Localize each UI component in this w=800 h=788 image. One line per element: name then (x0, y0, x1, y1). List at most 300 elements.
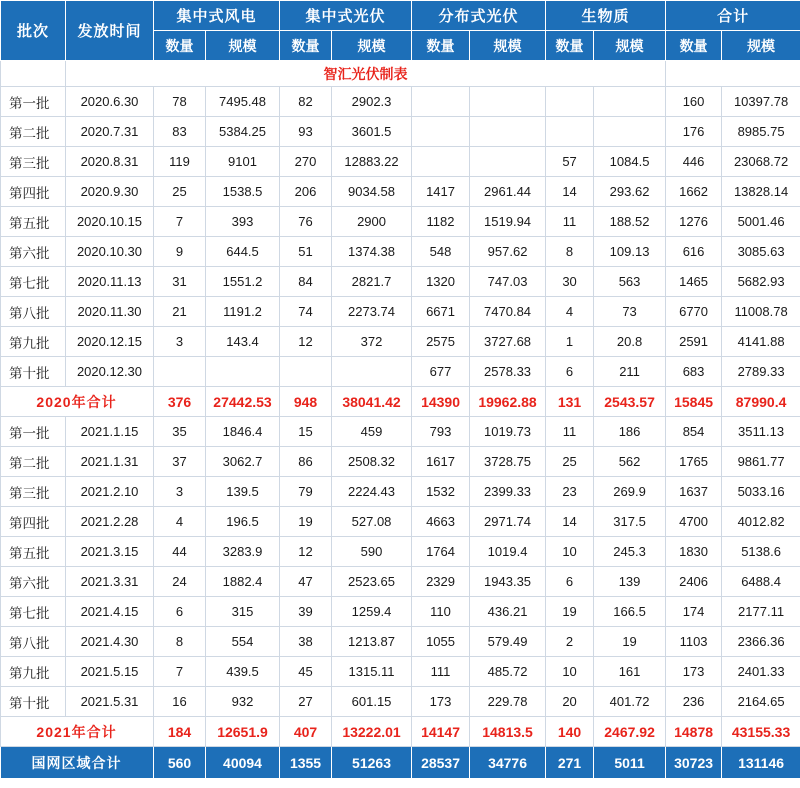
cell-batch[interactable]: 第六批 (1, 567, 66, 597)
cell-total-scale[interactable]: 87990.4 (722, 387, 800, 417)
cell-dpv-scale[interactable]: 7470.84 (470, 297, 546, 327)
header-sub-dpv-scale: 规模 (470, 31, 546, 61)
cell-wind-scale[interactable]: 554 (206, 627, 280, 657)
cell-bio-count[interactable]: 131 (546, 387, 594, 417)
cell-cpv-count[interactable]: 39 (280, 597, 332, 627)
cell-batch[interactable]: 第一批 (1, 87, 66, 117)
cell-wind-count[interactable]: 16 (154, 687, 206, 717)
cell-wind-count[interactable]: 35 (154, 417, 206, 447)
cell-dpv-count[interactable]: 677 (412, 357, 470, 387)
cell-batch[interactable]: 2020年合计 (1, 387, 154, 417)
cell-dpv-scale[interactable]: 436.21 (470, 597, 546, 627)
cell-date[interactable]: 2020.12.15 (66, 327, 154, 357)
cell-bio-scale[interactable]: 19 (594, 627, 666, 657)
table-row (1, 627, 800, 657)
table-row (1, 687, 800, 717)
cell-cpv-count[interactable]: 74 (280, 297, 332, 327)
cell-bio-count[interactable]: 2 (546, 627, 594, 657)
cell-dpv-scale[interactable]: 229.78 (470, 687, 546, 717)
cell-bio-count[interactable]: 11 (546, 417, 594, 447)
cell-total-scale[interactable]: 5682.93 (722, 267, 800, 297)
cell-cpv-count[interactable]: 948 (280, 387, 332, 417)
cell-bio-scale[interactable]: 317.5 (594, 507, 666, 537)
cell-bio-scale[interactable]: 245.3 (594, 537, 666, 567)
cell-batch[interactable]: 第四批 (1, 177, 66, 207)
cell-total-count[interactable]: 14878 (666, 717, 722, 747)
cell-wind-count[interactable]: 7 (154, 207, 206, 237)
cell-wind-scale[interactable]: 439.5 (206, 657, 280, 687)
cell-total-scale[interactable]: 5138.6 (722, 537, 800, 567)
cell-cpv-scale[interactable]: 2273.74 (332, 297, 412, 327)
cell-wind-count[interactable]: 376 (154, 387, 206, 417)
cell-dpv-scale[interactable]: 2399.33 (470, 477, 546, 507)
table-row (1, 717, 800, 747)
cell-cpv-scale[interactable]: 2902.3 (332, 87, 412, 117)
table-row (1, 387, 800, 417)
cell-bio-count[interactable] (546, 117, 594, 147)
cell-wind-count[interactable]: 184 (154, 717, 206, 747)
cell-total-count[interactable]: 1637 (666, 477, 722, 507)
cell-date[interactable]: 2020.9.30 (66, 177, 154, 207)
cell-wind-count[interactable]: 21 (154, 297, 206, 327)
table-row (1, 447, 800, 477)
cell-total-scale[interactable]: 5033.16 (722, 477, 800, 507)
cell-bio-count[interactable]: 4 (546, 297, 594, 327)
cell-bio-count[interactable]: 57 (546, 147, 594, 177)
cell-bio-count[interactable]: 10 (546, 657, 594, 687)
cell-dpv-scale[interactable] (470, 117, 546, 147)
header-sub-wind-count: 数量 (154, 31, 206, 61)
cell-dpv-scale[interactable]: 1943.35 (470, 567, 546, 597)
table-header (1, 1, 800, 61)
cell-cpv-scale[interactable]: 372 (332, 327, 412, 357)
cell-cpv-scale[interactable]: 2224.43 (332, 477, 412, 507)
header-sub-total-count: 数量 (666, 31, 722, 61)
cell-dpv-count[interactable]: 1417 (412, 177, 470, 207)
cell-dpv-count[interactable]: 110 (412, 597, 470, 627)
cell-wind-count[interactable]: 7 (154, 657, 206, 687)
cell-wind-count[interactable]: 78 (154, 87, 206, 117)
cell-cpv-scale[interactable]: 601.15 (332, 687, 412, 717)
header-sub-bio-count: 数量 (546, 31, 594, 61)
cell-dpv-scale[interactable]: 1019.4 (470, 537, 546, 567)
cell-total-count[interactable]: 30723 (666, 747, 722, 779)
cell-wind-scale[interactable]: 5384.25 (206, 117, 280, 147)
cell-total-count[interactable]: 160 (666, 87, 722, 117)
cell-dpv-scale[interactable]: 1519.94 (470, 207, 546, 237)
cell-date[interactable]: 2021.3.31 (66, 567, 154, 597)
cell-bio-scale[interactable]: 139 (594, 567, 666, 597)
table-title-row (1, 61, 800, 87)
cell-bio-scale[interactable]: 73 (594, 297, 666, 327)
cell-dpv-count[interactable] (412, 87, 470, 117)
cell-bio-scale[interactable]: 166.5 (594, 597, 666, 627)
cell-bio-count[interactable]: 19 (546, 597, 594, 627)
cell-wind-scale[interactable]: 932 (206, 687, 280, 717)
table-row (1, 477, 800, 507)
cell-batch[interactable]: 第二批 (1, 117, 66, 147)
cell-wind-scale[interactable]: 3283.9 (206, 537, 280, 567)
cell-bio-scale[interactable]: 109.13 (594, 237, 666, 267)
cell-cpv-count[interactable] (280, 357, 332, 387)
cell-cpv-count[interactable]: 270 (280, 147, 332, 177)
cell-batch[interactable]: 第十批 (1, 357, 66, 387)
cell-cpv-count[interactable]: 82 (280, 87, 332, 117)
cell-cpv-scale[interactable]: 527.08 (332, 507, 412, 537)
cell-total-count[interactable]: 1830 (666, 537, 722, 567)
cell-date[interactable]: 2020.6.30 (66, 87, 154, 117)
cell-date[interactable]: 2021.5.15 (66, 657, 154, 687)
cell-wind-scale[interactable]: 315 (206, 597, 280, 627)
cell-total-scale[interactable]: 5001.46 (722, 207, 800, 237)
cell-total-scale[interactable]: 23068.72 (722, 147, 800, 177)
table-row (1, 567, 800, 597)
cell-bio-scale[interactable]: 562 (594, 447, 666, 477)
cell-bio-scale[interactable]: 563 (594, 267, 666, 297)
cell-bio-count[interactable]: 14 (546, 177, 594, 207)
cell-dpv-count[interactable]: 1617 (412, 447, 470, 477)
cell-cpv-count[interactable]: 76 (280, 207, 332, 237)
cell-total-count[interactable]: 174 (666, 597, 722, 627)
cell-wind-count[interactable]: 6 (154, 597, 206, 627)
cell-cpv-scale[interactable]: 3601.5 (332, 117, 412, 147)
cell-total-count[interactable]: 854 (666, 417, 722, 447)
cell-date[interactable]: 2021.4.30 (66, 627, 154, 657)
cell-date[interactable]: 2020.8.31 (66, 147, 154, 177)
cell-wind-count[interactable]: 9 (154, 237, 206, 267)
cell-wind-scale[interactable]: 7495.48 (206, 87, 280, 117)
cell-cpv-count[interactable]: 407 (280, 717, 332, 747)
cell-bio-count[interactable]: 6 (546, 567, 594, 597)
cell-cpv-count[interactable]: 47 (280, 567, 332, 597)
header-group-biomass: 生物质 (546, 1, 666, 31)
cell-total-scale[interactable]: 11008.78 (722, 297, 800, 327)
cell-wind-scale[interactable]: 1551.2 (206, 267, 280, 297)
cell-cpv-scale[interactable]: 2900 (332, 207, 412, 237)
cell-date[interactable]: 2020.11.30 (66, 297, 154, 327)
cell-cpv-scale[interactable]: 13222.01 (332, 717, 412, 747)
cell-total-count[interactable]: 1276 (666, 207, 722, 237)
cell-date[interactable]: 2020.10.30 (66, 237, 154, 267)
cell-total-scale[interactable]: 2401.33 (722, 657, 800, 687)
cell-total-count[interactable]: 4700 (666, 507, 722, 537)
cell-dpv-count[interactable] (412, 117, 470, 147)
cell-batch[interactable]: 第七批 (1, 267, 66, 297)
cell-dpv-count[interactable]: 1055 (412, 627, 470, 657)
cell-bio-count[interactable]: 271 (546, 747, 594, 779)
cell-wind-count[interactable]: 83 (154, 117, 206, 147)
cell-bio-count[interactable]: 11 (546, 207, 594, 237)
cell-bio-count[interactable]: 30 (546, 267, 594, 297)
table-row (1, 117, 800, 147)
cell-wind-count[interactable]: 31 (154, 267, 206, 297)
cell-cpv-count[interactable]: 206 (280, 177, 332, 207)
cell-dpv-count[interactable]: 173 (412, 687, 470, 717)
cell-cpv-count[interactable]: 38 (280, 627, 332, 657)
cell-total-count[interactable]: 1662 (666, 177, 722, 207)
cell-total-scale[interactable]: 131146 (722, 747, 800, 779)
cell-cpv-count[interactable]: 79 (280, 477, 332, 507)
cell-wind-scale[interactable]: 644.5 (206, 237, 280, 267)
table-row (1, 327, 800, 357)
cell-cpv-scale[interactable]: 12883.22 (332, 147, 412, 177)
cell-wind-count[interactable]: 3 (154, 477, 206, 507)
cell-total-scale[interactable]: 2789.33 (722, 357, 800, 387)
cell-cpv-scale[interactable]: 9034.58 (332, 177, 412, 207)
cell-dpv-scale[interactable]: 3727.68 (470, 327, 546, 357)
cell-dpv-count[interactable]: 793 (412, 417, 470, 447)
cell-total-scale[interactable]: 9861.77 (722, 447, 800, 477)
cell-bio-count[interactable]: 140 (546, 717, 594, 747)
cell-batch[interactable]: 第八批 (1, 627, 66, 657)
cell-total-scale[interactable]: 2177.11 (722, 597, 800, 627)
cell-bio-scale[interactable]: 2543.57 (594, 387, 666, 417)
table-row (1, 507, 800, 537)
cell-total-count[interactable]: 1465 (666, 267, 722, 297)
header-group-centralized-wind: 集中式风电 (154, 1, 280, 31)
cell-total-scale[interactable]: 6488.4 (722, 567, 800, 597)
cell-total-scale[interactable]: 3085.63 (722, 237, 800, 267)
cell-dpv-count[interactable]: 548 (412, 237, 470, 267)
cell-date[interactable]: 2021.1.15 (66, 417, 154, 447)
cell-dpv-scale[interactable]: 2971.74 (470, 507, 546, 537)
cell-batch[interactable]: 国网区域合计 (1, 747, 154, 779)
cell-total-count[interactable]: 2406 (666, 567, 722, 597)
cell-total-count[interactable]: 1103 (666, 627, 722, 657)
cell-cpv-scale[interactable]: 1374.38 (332, 237, 412, 267)
cell-wind-scale[interactable]: 393 (206, 207, 280, 237)
cell-wind-scale[interactable]: 1191.2 (206, 297, 280, 327)
cell-dpv-scale[interactable]: 3728.75 (470, 447, 546, 477)
cell-batch[interactable]: 第三批 (1, 477, 66, 507)
cell-batch[interactable]: 2021年合计 (1, 717, 154, 747)
cell-dpv-scale[interactable] (470, 87, 546, 117)
cell-total-count[interactable]: 683 (666, 357, 722, 387)
cell-bio-count[interactable]: 14 (546, 507, 594, 537)
cell-wind-count[interactable]: 3 (154, 327, 206, 357)
cell-dpv-scale[interactable]: 485.72 (470, 657, 546, 687)
cell-bio-count[interactable]: 8 (546, 237, 594, 267)
cell-bio-count[interactable] (546, 87, 594, 117)
cell-bio-count[interactable]: 25 (546, 447, 594, 477)
cell-bio-scale[interactable]: 20.8 (594, 327, 666, 357)
cell-cpv-scale[interactable]: 38041.42 (332, 387, 412, 417)
cell-cpv-count[interactable]: 93 (280, 117, 332, 147)
cell-total-count[interactable]: 176 (666, 117, 722, 147)
cell-cpv-scale[interactable]: 590 (332, 537, 412, 567)
cell-wind-count[interactable]: 25 (154, 177, 206, 207)
cell-dpv-scale[interactable]: 747.03 (470, 267, 546, 297)
cell-bio-scale[interactable]: 211 (594, 357, 666, 387)
cell-bio-scale[interactable]: 293.62 (594, 177, 666, 207)
cell-date[interactable]: 2021.2.28 (66, 507, 154, 537)
cell-total-scale[interactable]: 43155.33 (722, 717, 800, 747)
sheet-bottom-margin (0, 778, 800, 788)
cell-wind-count[interactable]: 37 (154, 447, 206, 477)
cell-dpv-count[interactable]: 2329 (412, 567, 470, 597)
cell-bio-scale[interactable]: 401.72 (594, 687, 666, 717)
cell-bio-count[interactable]: 23 (546, 477, 594, 507)
cell-cpv-scale[interactable]: 2508.32 (332, 447, 412, 477)
cell-dpv-scale[interactable]: 2961.44 (470, 177, 546, 207)
cell-bio-count[interactable]: 1 (546, 327, 594, 357)
cell-bio-scale[interactable] (594, 87, 666, 117)
cell-cpv-scale[interactable]: 2821.7 (332, 267, 412, 297)
cell-wind-scale[interactable]: 40094 (206, 747, 280, 779)
cell-bio-count[interactable]: 20 (546, 687, 594, 717)
table-row (1, 597, 800, 627)
cell-date[interactable]: 2021.5.31 (66, 687, 154, 717)
cell-date[interactable]: 2020.11.13 (66, 267, 154, 297)
cell-cpv-scale[interactable]: 1213.87 (332, 627, 412, 657)
cell-wind-count[interactable]: 119 (154, 147, 206, 177)
cell-dpv-count[interactable]: 14390 (412, 387, 470, 417)
table-row (1, 87, 800, 117)
cell-dpv-count[interactable]: 111 (412, 657, 470, 687)
cell-total-scale[interactable]: 2366.36 (722, 627, 800, 657)
cell-batch[interactable]: 第八批 (1, 297, 66, 327)
cell-wind-count[interactable]: 44 (154, 537, 206, 567)
cell-total-scale[interactable]: 8985.75 (722, 117, 800, 147)
cell-wind-scale[interactable]: 3062.7 (206, 447, 280, 477)
cell-dpv-count[interactable]: 2575 (412, 327, 470, 357)
cell-bio-scale[interactable] (594, 117, 666, 147)
cell-cpv-count[interactable]: 45 (280, 657, 332, 687)
cell-cpv-scale[interactable] (332, 357, 412, 387)
cell-batch[interactable]: 第五批 (1, 537, 66, 567)
cell-wind-scale[interactable]: 12651.9 (206, 717, 280, 747)
cell-cpv-scale[interactable]: 1315.11 (332, 657, 412, 687)
cell-batch[interactable]: 第一批 (1, 417, 66, 447)
cell-total-count[interactable]: 616 (666, 237, 722, 267)
cell-cpv-count[interactable]: 19 (280, 507, 332, 537)
cell-date[interactable]: 2021.3.15 (66, 537, 154, 567)
cell-batch[interactable]: 第三批 (1, 147, 66, 177)
cell-wind-count[interactable]: 24 (154, 567, 206, 597)
cell-dpv-scale[interactable]: 34776 (470, 747, 546, 779)
cell-cpv-count[interactable]: 84 (280, 267, 332, 297)
cell-cpv-count[interactable]: 51 (280, 237, 332, 267)
table-row (1, 237, 800, 267)
cell-dpv-count[interactable]: 4663 (412, 507, 470, 537)
cell-dpv-scale[interactable]: 2578.33 (470, 357, 546, 387)
cell-wind-scale[interactable]: 9101 (206, 147, 280, 177)
cell-date[interactable]: 2021.2.10 (66, 477, 154, 507)
cell-cpv-count[interactable]: 12 (280, 537, 332, 567)
cell-total-count[interactable]: 236 (666, 687, 722, 717)
cell-dpv-count[interactable] (412, 147, 470, 177)
cell-date[interactable]: 2021.4.15 (66, 597, 154, 627)
cell-batch[interactable]: 第十批 (1, 687, 66, 717)
cell-total-count[interactable]: 173 (666, 657, 722, 687)
cell-bio-scale[interactable]: 161 (594, 657, 666, 687)
header-sub-cpv-count: 数量 (280, 31, 332, 61)
cell-batch[interactable]: 第九批 (1, 657, 66, 687)
cell-cpv-count[interactable]: 12 (280, 327, 332, 357)
cell-total-count[interactable]: 446 (666, 147, 722, 177)
cell-batch[interactable]: 第二批 (1, 447, 66, 477)
cell-wind-scale[interactable]: 1846.4 (206, 417, 280, 447)
cell-wind-count[interactable]: 560 (154, 747, 206, 779)
cell-bio-scale[interactable]: 5011 (594, 747, 666, 779)
cell-batch[interactable]: 第七批 (1, 597, 66, 627)
cell-wind-scale[interactable]: 1882.4 (206, 567, 280, 597)
cell-total-scale[interactable]: 3511.13 (722, 417, 800, 447)
cell-bio-scale[interactable]: 2467.92 (594, 717, 666, 747)
cell-date[interactable]: 2020.10.15 (66, 207, 154, 237)
cell-total-scale[interactable]: 4141.88 (722, 327, 800, 357)
cell-wind-scale[interactable]: 196.5 (206, 507, 280, 537)
cell-dpv-scale[interactable]: 1019.73 (470, 417, 546, 447)
cell-dpv-scale[interactable]: 957.62 (470, 237, 546, 267)
cell-cpv-scale[interactable]: 2523.65 (332, 567, 412, 597)
header-sub-cpv-scale: 规模 (332, 31, 412, 61)
table-row (1, 357, 800, 387)
cell-wind-scale[interactable]: 27442.53 (206, 387, 280, 417)
cell-total-count[interactable]: 6770 (666, 297, 722, 327)
cell-wind-count[interactable]: 8 (154, 627, 206, 657)
cell-total-scale[interactable]: 4012.82 (722, 507, 800, 537)
cell-cpv-scale[interactable]: 51263 (332, 747, 412, 779)
header-group-total: 合计 (666, 1, 800, 31)
cell-total-scale[interactable]: 2164.65 (722, 687, 800, 717)
cell-dpv-count[interactable]: 28537 (412, 747, 470, 779)
cell-total-count[interactable]: 15845 (666, 387, 722, 417)
cell-cpv-count[interactable]: 86 (280, 447, 332, 477)
cell-date[interactable]: 2021.1.31 (66, 447, 154, 477)
cell-bio-count[interactable]: 6 (546, 357, 594, 387)
cell-dpv-count[interactable]: 1532 (412, 477, 470, 507)
cell-batch[interactable]: 第九批 (1, 327, 66, 357)
cell-cpv-count[interactable]: 1355 (280, 747, 332, 779)
cell-wind-scale[interactable] (206, 357, 280, 387)
cell-dpv-scale[interactable]: 19962.88 (470, 387, 546, 417)
cell-total-count[interactable]: 2591 (666, 327, 722, 357)
cell-date[interactable]: 2020.12.30 (66, 357, 154, 387)
cell-dpv-count[interactable]: 1182 (412, 207, 470, 237)
cell-dpv-count[interactable]: 14147 (412, 717, 470, 747)
cell-batch[interactable]: 第四批 (1, 507, 66, 537)
cell-bio-scale[interactable]: 269.9 (594, 477, 666, 507)
cell-batch[interactable]: 第六批 (1, 237, 66, 267)
cell-bio-scale[interactable]: 1084.5 (594, 147, 666, 177)
cell-total-scale[interactable]: 10397.78 (722, 87, 800, 117)
cell-dpv-scale[interactable] (470, 147, 546, 177)
cell-batch[interactable]: 第五批 (1, 207, 66, 237)
cell-dpv-count[interactable]: 1764 (412, 537, 470, 567)
cell-bio-scale[interactable]: 186 (594, 417, 666, 447)
table-row (1, 267, 800, 297)
cell-cpv-scale[interactable]: 1259.4 (332, 597, 412, 627)
cell-cpv-scale[interactable]: 459 (332, 417, 412, 447)
cell-total-count[interactable]: 1765 (666, 447, 722, 477)
cell-wind-count[interactable]: 4 (154, 507, 206, 537)
cell-wind-scale[interactable]: 139.5 (206, 477, 280, 507)
cell-dpv-scale[interactable]: 579.49 (470, 627, 546, 657)
cell-dpv-count[interactable]: 6671 (412, 297, 470, 327)
cell-cpv-count[interactable]: 15 (280, 417, 332, 447)
cell-dpv-count[interactable]: 1320 (412, 267, 470, 297)
cell-cpv-count[interactable]: 27 (280, 687, 332, 717)
cell-dpv-scale[interactable]: 14813.5 (470, 717, 546, 747)
cell-bio-count[interactable]: 10 (546, 537, 594, 567)
cell-total-scale[interactable]: 13828.14 (722, 177, 800, 207)
cell-date[interactable]: 2020.7.31 (66, 117, 154, 147)
cell-bio-scale[interactable]: 188.52 (594, 207, 666, 237)
cell-wind-scale[interactable]: 143.4 (206, 327, 280, 357)
cell-wind-count[interactable] (154, 357, 206, 387)
cell-wind-scale[interactable]: 1538.5 (206, 177, 280, 207)
